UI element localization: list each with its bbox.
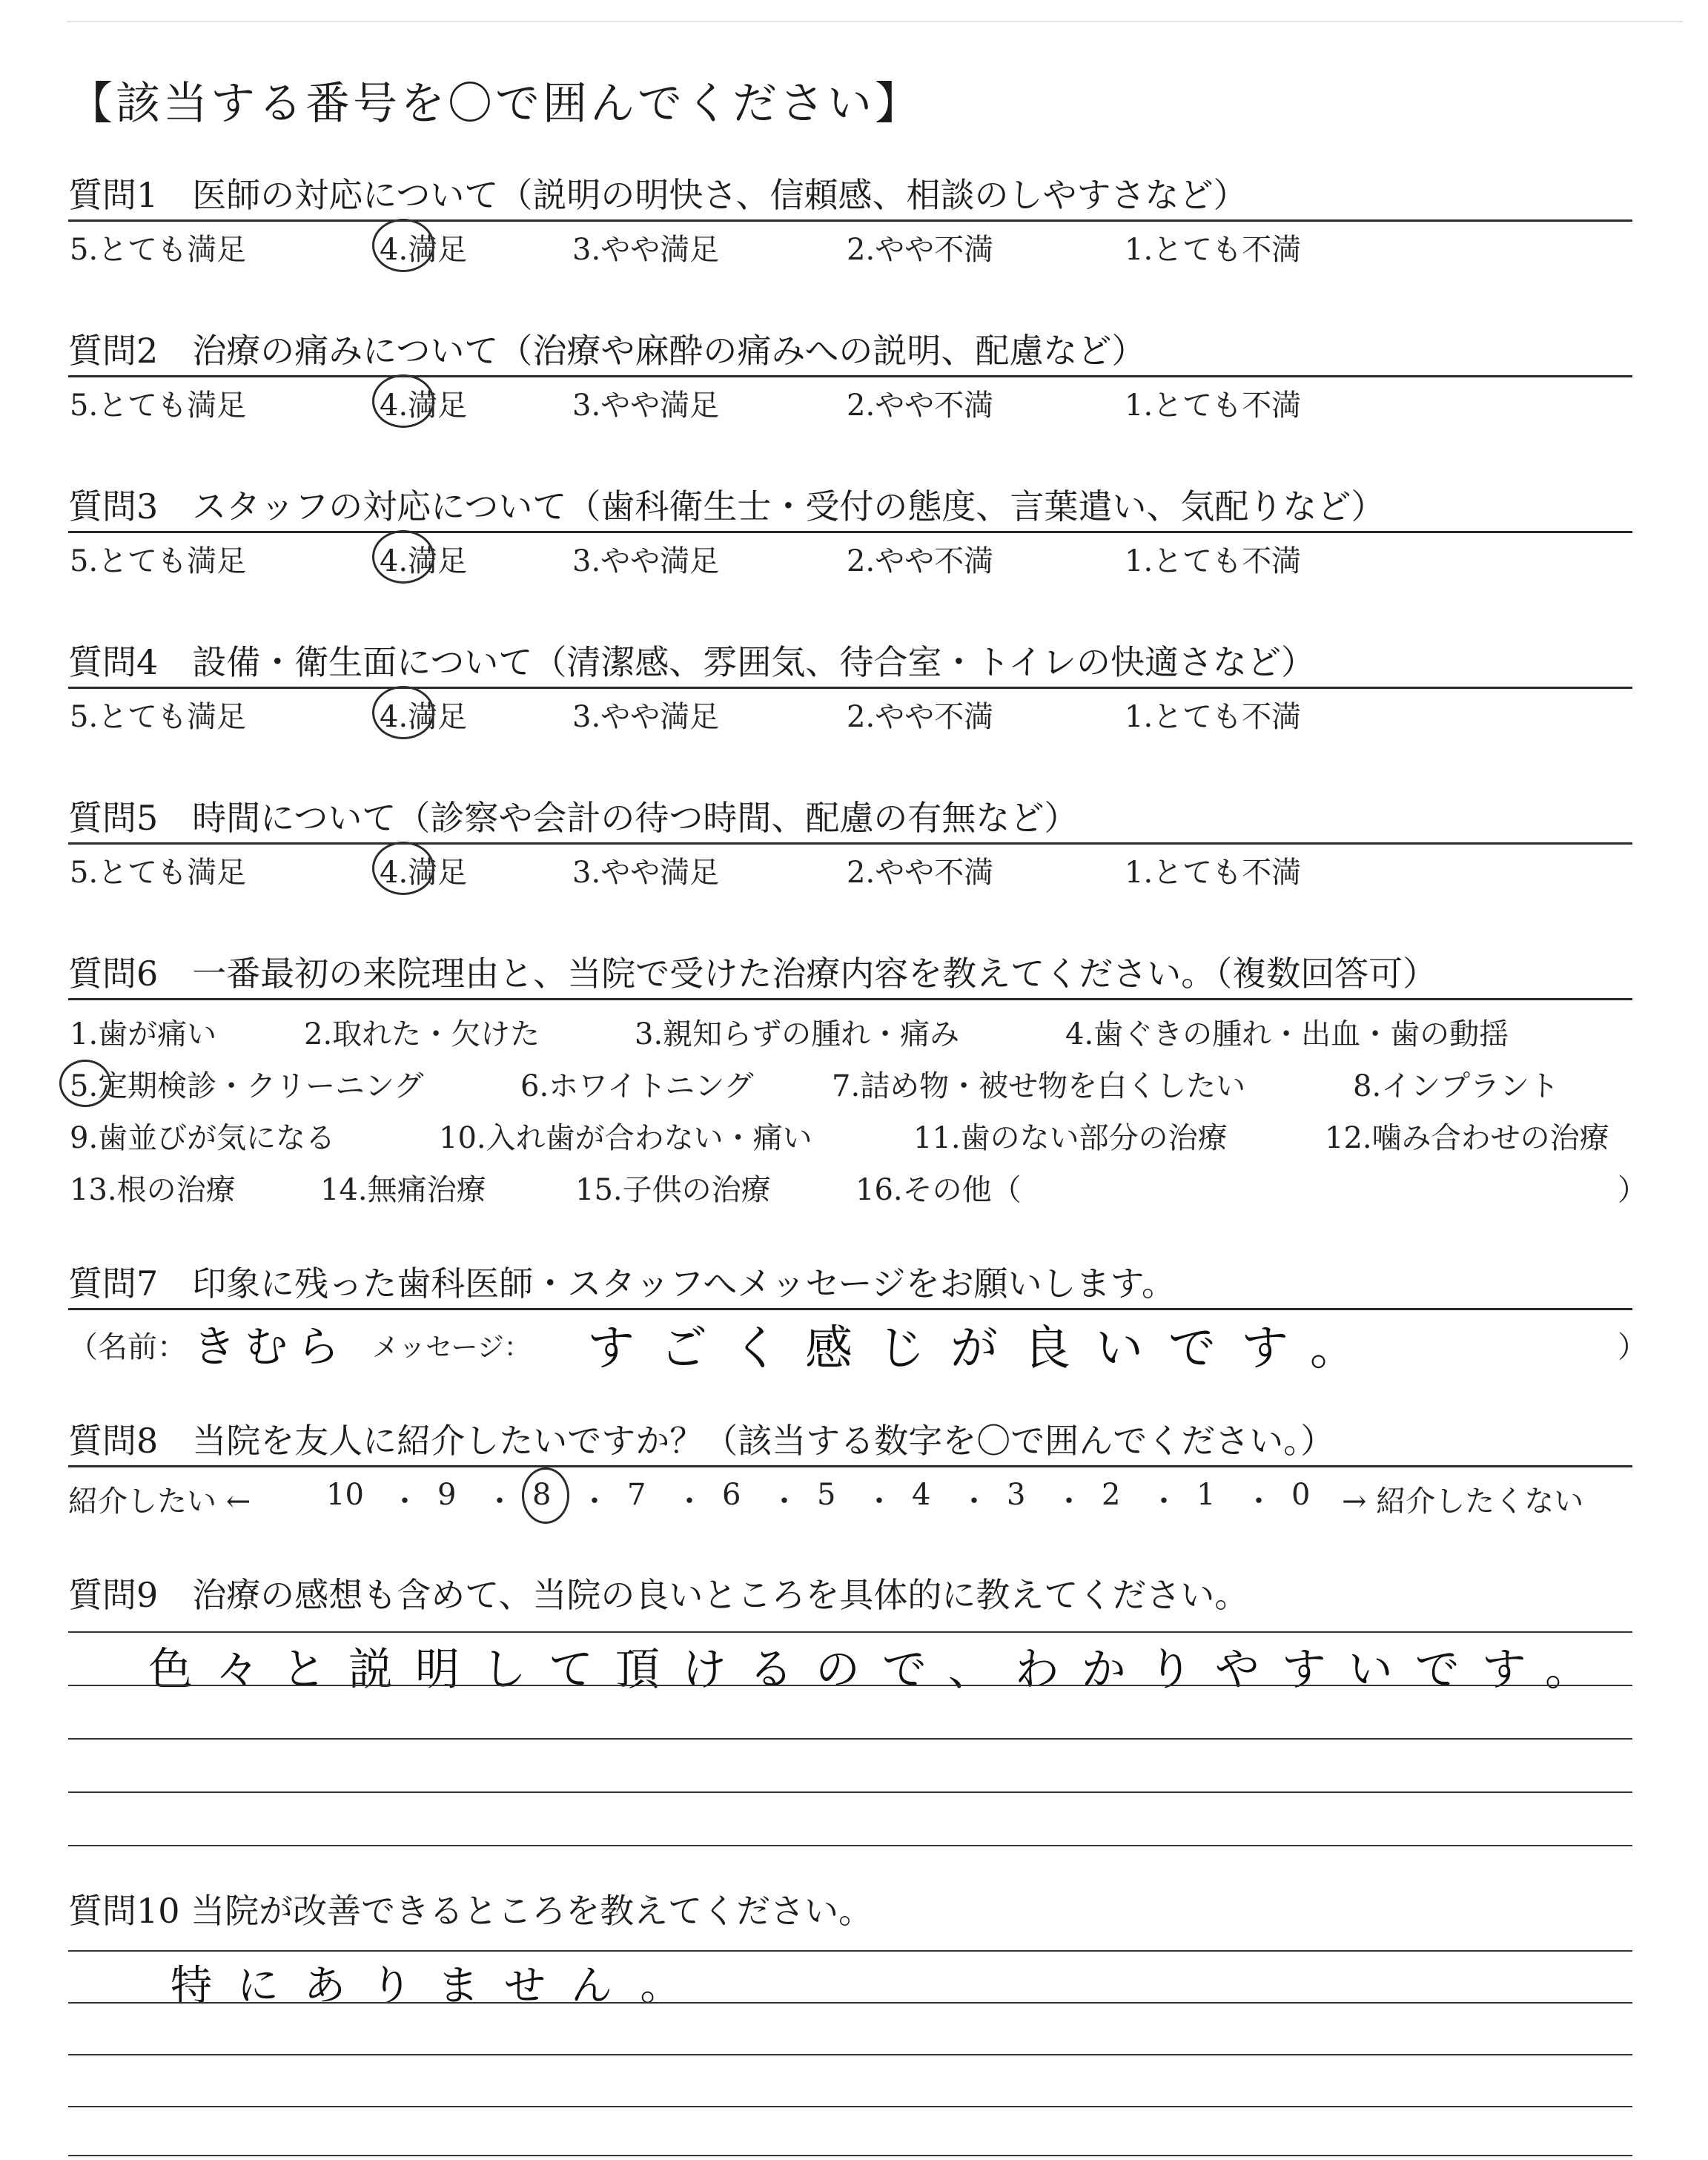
rating-option[interactable]: 2.やや不満: [847, 544, 994, 578]
answer-line: [68, 2106, 1632, 2107]
answer-line: [68, 1845, 1632, 1846]
scale-value[interactable]: 0: [1291, 1478, 1311, 1512]
option-item[interactable]: 5.定期検診・クリーニング: [70, 1069, 424, 1103]
question-5: [68, 795, 1632, 896]
scale-right-label: → 紹介したくない: [1342, 1484, 1584, 1519]
scale-separator: ・: [959, 1484, 989, 1519]
rating-option[interactable]: 1.とても不満: [1125, 544, 1302, 578]
answer-line: [68, 1738, 1632, 1740]
question-6-options: [68, 1000, 1647, 1223]
referral-scale: [68, 1467, 1632, 1522]
rating-options: [68, 377, 1632, 429]
rating-option[interactable]: 3.やや満足: [572, 544, 720, 578]
rating-option[interactable]: 1.とても不満: [1125, 389, 1302, 423]
answer-line: [68, 1950, 1632, 1952]
scale-separator: ・: [675, 1484, 704, 1519]
scale-value[interactable]: 4: [912, 1478, 931, 1512]
answer-line: [68, 2054, 1632, 2055]
scale-value[interactable]: 6: [722, 1478, 741, 1512]
message-field[interactable]: すごく感じが良いです。: [587, 1321, 1383, 1376]
option-item[interactable]: 16.その他（: [855, 1173, 1022, 1207]
option-item[interactable]: 12.噛み合わせの治療: [1325, 1121, 1609, 1155]
question-9-title: 質問9 治療の感想も含めて、当院の良いところを具体的に教えてください。: [68, 1575, 1249, 1615]
question-8: [68, 1418, 1632, 1522]
rating-option[interactable]: 1.とても不満: [1125, 700, 1302, 734]
option-item[interactable]: 1.歯が痛い: [70, 1017, 217, 1051]
other-close-paren: ）: [1618, 1173, 1647, 1207]
q9-answer-text[interactable]: 色々と説明して頂けるので、わかりやすいです。: [148, 1644, 1612, 1696]
option-item[interactable]: 8.インプラント: [1353, 1069, 1560, 1103]
question-7-title: 質問7 印象に残った歯科医師・スタッフへメッセージをお願いします。: [68, 1264, 1176, 1304]
rating-option[interactable]: 5.とても満足: [70, 856, 247, 890]
scale-separator: ・: [1054, 1484, 1084, 1519]
rating-option[interactable]: 4.満足: [380, 700, 468, 734]
rating-option[interactable]: 3.やや満足: [572, 700, 720, 734]
answer-line: [68, 1685, 1632, 1686]
rating-option[interactable]: 1.とても不満: [1125, 856, 1302, 890]
scale-value[interactable]: 5: [817, 1478, 836, 1512]
rating-option[interactable]: 2.やや不満: [847, 856, 994, 890]
option-item[interactable]: 13.根の治療: [70, 1173, 236, 1207]
question-3: [68, 483, 1632, 585]
scale-separator: ・: [1244, 1484, 1274, 1519]
rating-option[interactable]: 5.とても満足: [70, 389, 247, 423]
message-close-paren: ）: [1618, 1330, 1647, 1364]
scale-value[interactable]: 8: [532, 1478, 552, 1512]
option-item[interactable]: 7.詰め物・被せ物を白くしたい: [832, 1069, 1246, 1103]
rating-option[interactable]: 5.とても満足: [70, 233, 247, 267]
option-item[interactable]: 2.取れた・欠けた: [304, 1017, 540, 1051]
question-8-title: 質問8 当院を友人に紹介したいですか？（該当する数字を〇で囲んでください。）: [68, 1421, 1335, 1461]
option-item[interactable]: 9.歯並びが気になる: [70, 1121, 336, 1155]
name-label: （名前：: [68, 1330, 187, 1364]
option-item[interactable]: 15.子供の治療: [575, 1173, 771, 1207]
scale-value[interactable]: 2: [1102, 1478, 1121, 1512]
scale-separator: ・: [1149, 1484, 1179, 1519]
question-title: 質問2 治療の痛みについて（治療や麻酔の痛みへの説明、配慮など）: [68, 331, 1146, 371]
option-item[interactable]: 11.歯のない部分の治療: [913, 1121, 1228, 1155]
question-7: [68, 1261, 1647, 1376]
question-2: [68, 328, 1632, 429]
option-item[interactable]: 10.入れ歯が合わない・痛い: [439, 1121, 812, 1155]
question-title: 質問1 医師の対応について（説明の明快さ、信頼感、相談のしやすさなど）: [68, 175, 1248, 215]
rating-option[interactable]: 3.やや満足: [572, 856, 720, 890]
rating-option[interactable]: 3.やや満足: [572, 389, 720, 423]
scale-left-label: 紹介したい ←: [68, 1484, 251, 1519]
scale-value[interactable]: 10: [326, 1478, 364, 1512]
question-4: [68, 639, 1632, 741]
rating-option[interactable]: 4.満足: [380, 389, 468, 423]
rating-option[interactable]: 5.とても満足: [70, 700, 247, 734]
rating-options: [68, 689, 1632, 741]
rating-options: [68, 222, 1632, 274]
rating-option[interactable]: 4.満足: [380, 856, 468, 890]
question-title: 質問3 スタッフの対応について（歯科衛生士・受付の態度、言葉遣い、気配りなど）: [68, 486, 1386, 526]
question-9: [68, 1572, 1632, 1618]
option-item[interactable]: 3.親知らずの腫れ・痛み: [635, 1017, 960, 1051]
question-10: [68, 1888, 1632, 1934]
scale-separator: ・: [485, 1484, 514, 1519]
rating-option[interactable]: 4.満足: [380, 544, 468, 578]
rating-options: [68, 533, 1632, 585]
message-label: メッセージ：: [372, 1332, 531, 1363]
scale-value[interactable]: 7: [627, 1478, 646, 1512]
scale-separator: ・: [769, 1484, 799, 1519]
answer-line: [68, 2155, 1632, 2156]
option-item[interactable]: 14.無痛治療: [320, 1173, 486, 1207]
page-top-rule: [67, 21, 1683, 22]
question-6: [68, 951, 1647, 1223]
q10-answer-text[interactable]: 特にありません。: [171, 1962, 707, 2010]
answer-line: [68, 2002, 1632, 2004]
scale-separator: ・: [580, 1484, 609, 1519]
scale-value[interactable]: 1: [1196, 1478, 1216, 1512]
scale-value[interactable]: 3: [1007, 1478, 1026, 1512]
scale-value[interactable]: 9: [437, 1478, 457, 1512]
answer-line: [68, 1631, 1632, 1633]
rating-option[interactable]: 2.やや不満: [847, 700, 994, 734]
rating-option[interactable]: 4.満足: [380, 233, 468, 267]
question-1: [68, 172, 1632, 274]
name-field[interactable]: きむら: [193, 1321, 349, 1372]
rating-option[interactable]: 2.やや不満: [847, 389, 994, 423]
scale-separator: ・: [390, 1484, 420, 1519]
question-10-title: 質問10 当院が改善できるところを教えてください。: [68, 1891, 873, 1931]
rating-option[interactable]: 5.とても満足: [70, 544, 247, 578]
answer-line: [68, 1791, 1632, 1793]
question-title: 質問4 設備・衛生面について（清潔感、雰囲気、待合室・トイレの快適さなど）: [68, 642, 1316, 682]
rating-options: [68, 845, 1632, 896]
option-item[interactable]: 6.ホワイトニング: [520, 1069, 754, 1103]
rating-option[interactable]: 3.やや満足: [572, 233, 720, 267]
rating-option[interactable]: 1.とても不満: [1125, 233, 1302, 267]
option-item[interactable]: 4.歯ぐきの腫れ・出血・歯の動揺: [1065, 1017, 1509, 1051]
rating-option[interactable]: 2.やや不満: [847, 233, 994, 267]
message-row: [68, 1310, 1647, 1376]
instruction-heading: 【該当する番号を〇で囲んでください】: [68, 78, 922, 130]
scale-separator: ・: [864, 1484, 894, 1519]
question-6-title: 質問6 一番最初の来院理由と、当院で受けた治療内容を教えてください。（複数回答可）: [68, 954, 1437, 994]
question-title: 質問5 時間について（診察や会計の待つ時間、配慮の有無など）: [68, 798, 1079, 838]
